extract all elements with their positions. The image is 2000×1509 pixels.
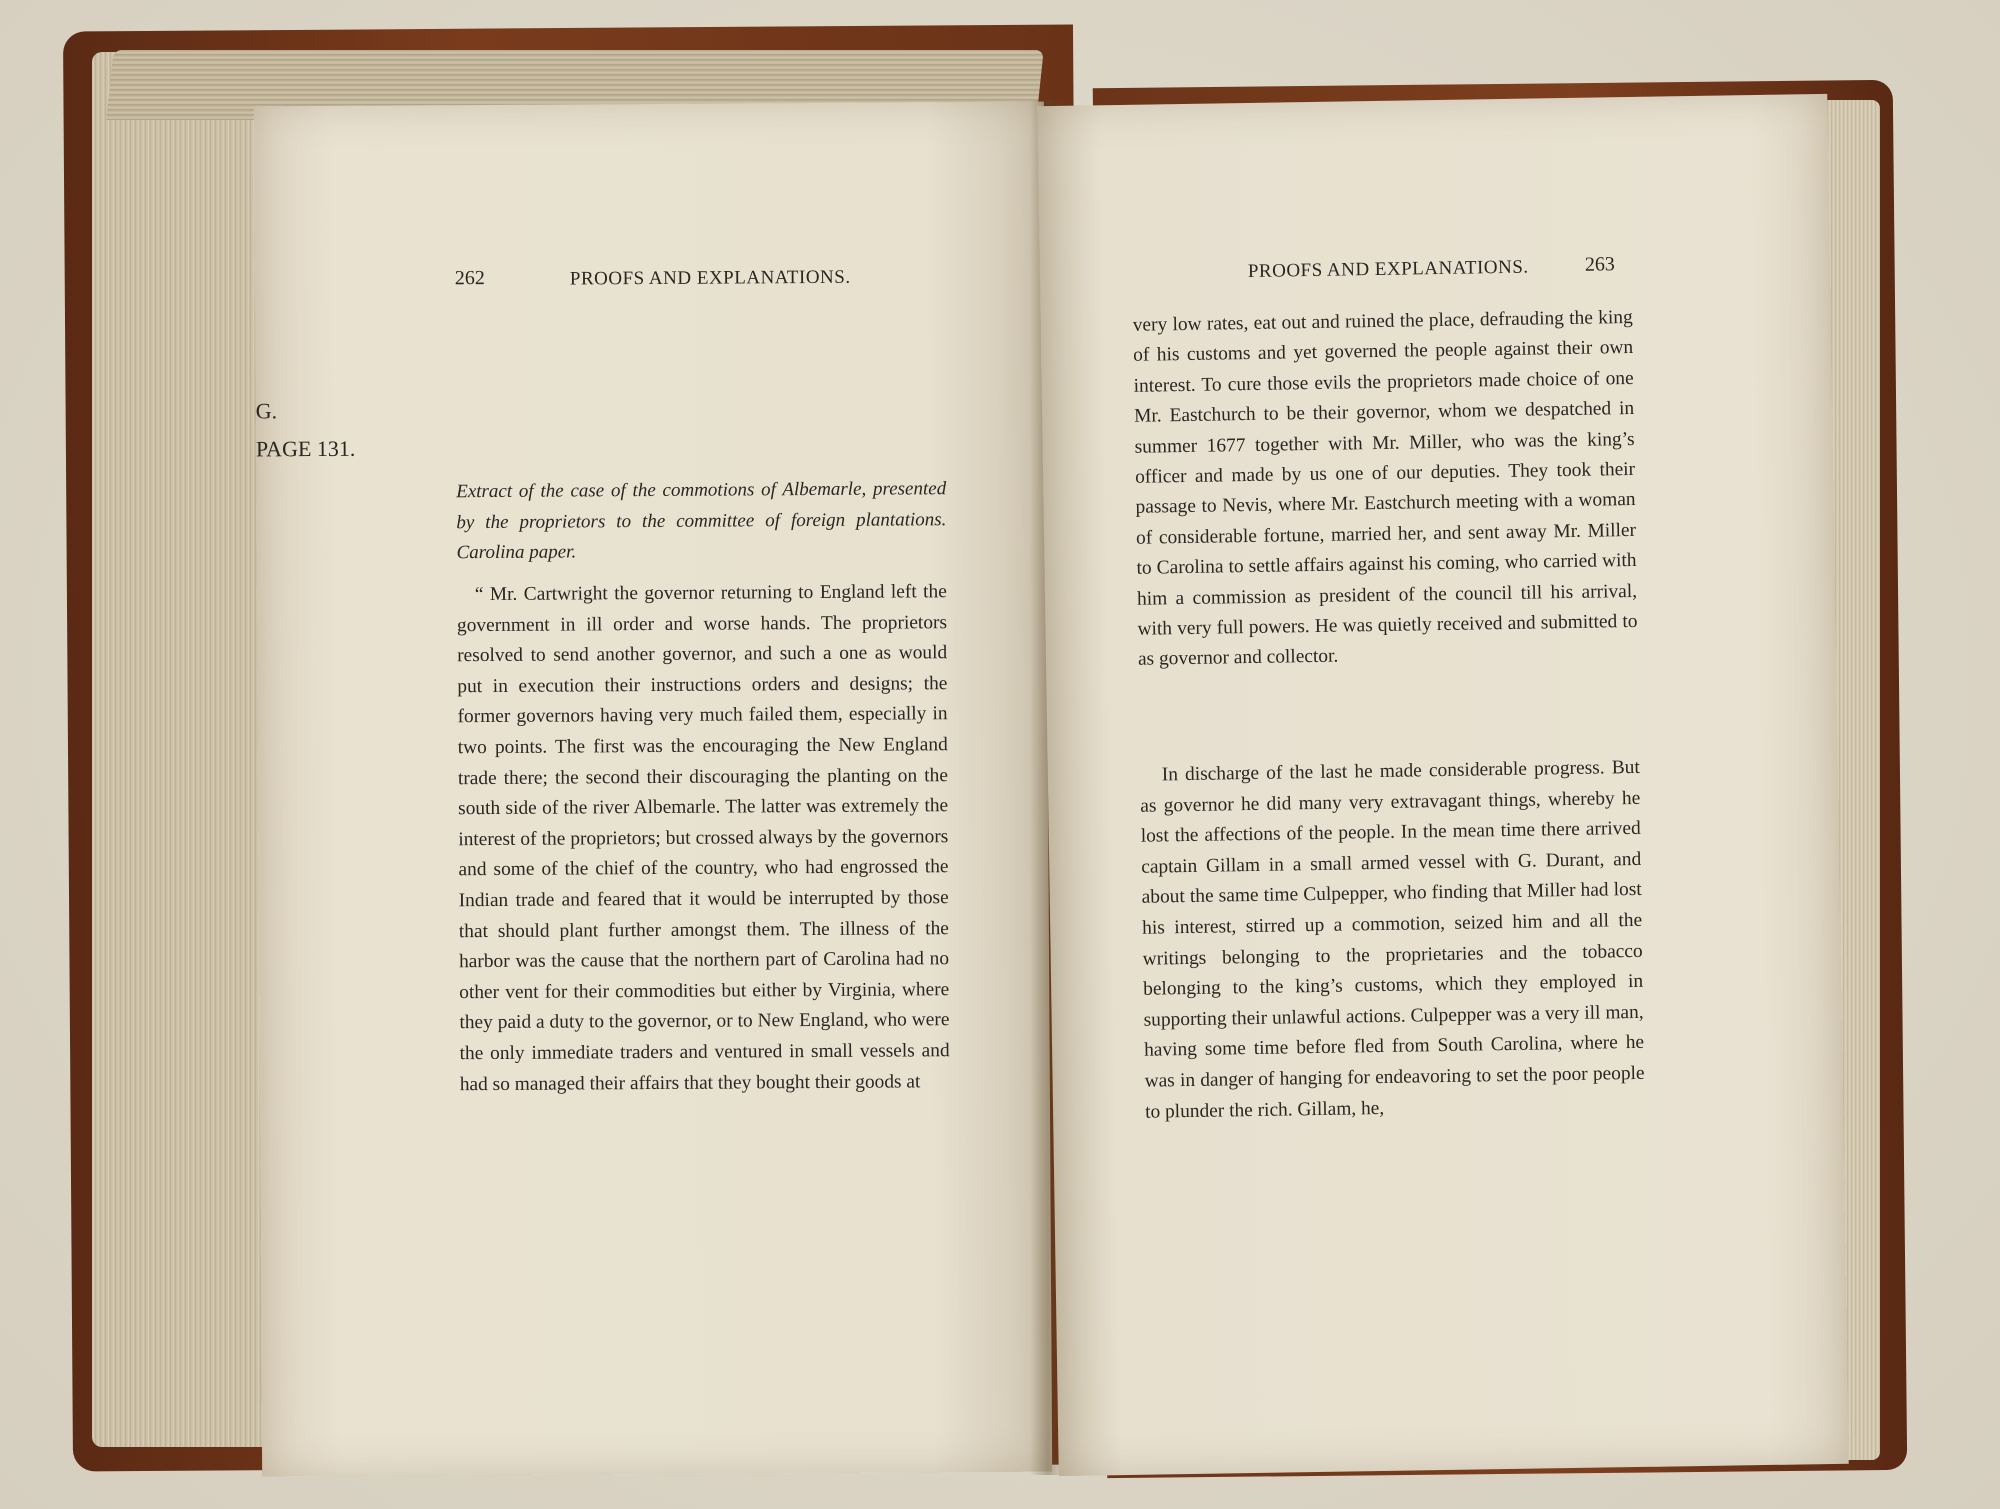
right-paragraph-1: very low rates, eat out and ruined the place, defrauding the king of his customs and yet governed the people against their own interest. To cure those evils the proprietors made choice of one Mr. Eastchurch to be their governor, whom we despatched in summer 1677 together with Mr. Miller, who was the king’s officer and made by us one of our deputies. They took their passage to Nevis, where Mr. Eastchurch meeting with a woman of considerable fortune, married her, and sent away Mr. Miller to Carolina to settle affairs against his coming, who carried with him a commission as president of the council till his arrival, with very full powers. He was quietly received and submitted to as governor and collector. xyxy=(1132,306,1638,671)
page-number-right: 263 xyxy=(1584,253,1616,276)
left-body-text: “ Mr. Cartwright the governor returning to England left the government in ill order and worse hands. The proprietors resolved to send another governor, and such a one as would put in execution their instructions orders and designs; the former governors having very much failed them, especially in two points. The first was the encouraging the New England trade there; the second their discouraging the planting on the south side of the river Albemarle. The latter was extremely the interest of the proprietors; but crossed always by the governors and some of the chief of the country, who had engrossed the Indian trade and feared that it would be interrupted by those that should plant further amongst them. The illness of the harbor was the cause that the northern part of Carolina had no other vent for their commodities but either by Virginia, where they paid a duty to the governor, or to New England, who were the only immediate traders and ventured in small vessels and had so managed their affairs that they bought their goods at xyxy=(456,581,950,1095)
section-letter: G. xyxy=(255,398,278,424)
page-edges-left xyxy=(92,52,272,1447)
left-page xyxy=(254,102,1052,1477)
right-page xyxy=(1037,94,1848,1476)
page-number-left: 262 xyxy=(454,267,485,290)
running-head-right: PROOFS AND EXPLANATIONS. xyxy=(1247,256,1529,282)
running-head-left: PROOFS AND EXPLANATIONS. xyxy=(569,266,851,290)
section-page-ref: PAGE 131. xyxy=(255,435,356,462)
extract-caption: Extract of the case of the commotions of Albemarle, presented by the proprietors to the committee of foreign plantations. Carolina paper. xyxy=(456,478,947,564)
right-paragraph-2: In discharge of the last he made considerable progress. But as governor he did many very extravagant things, whereby he lost the affections of the people. In the mean time there arrived captain Gillam in a small armed vessel with G. Durant, and about the same time Culpepper, who finding that Miller had lost his interest, stirred up a commotion, seized him and all the writings belonging to the proprietaries and the tobacco belonging to the king’s customs, which they employed in supporting their unlawful actions. Culpepper was a very ill man, having some time before fled from South Carolina, where he was in danger of hanging for endeavoring to set the poor people to plunder the rich. Gillam, he, xyxy=(1140,756,1645,1123)
